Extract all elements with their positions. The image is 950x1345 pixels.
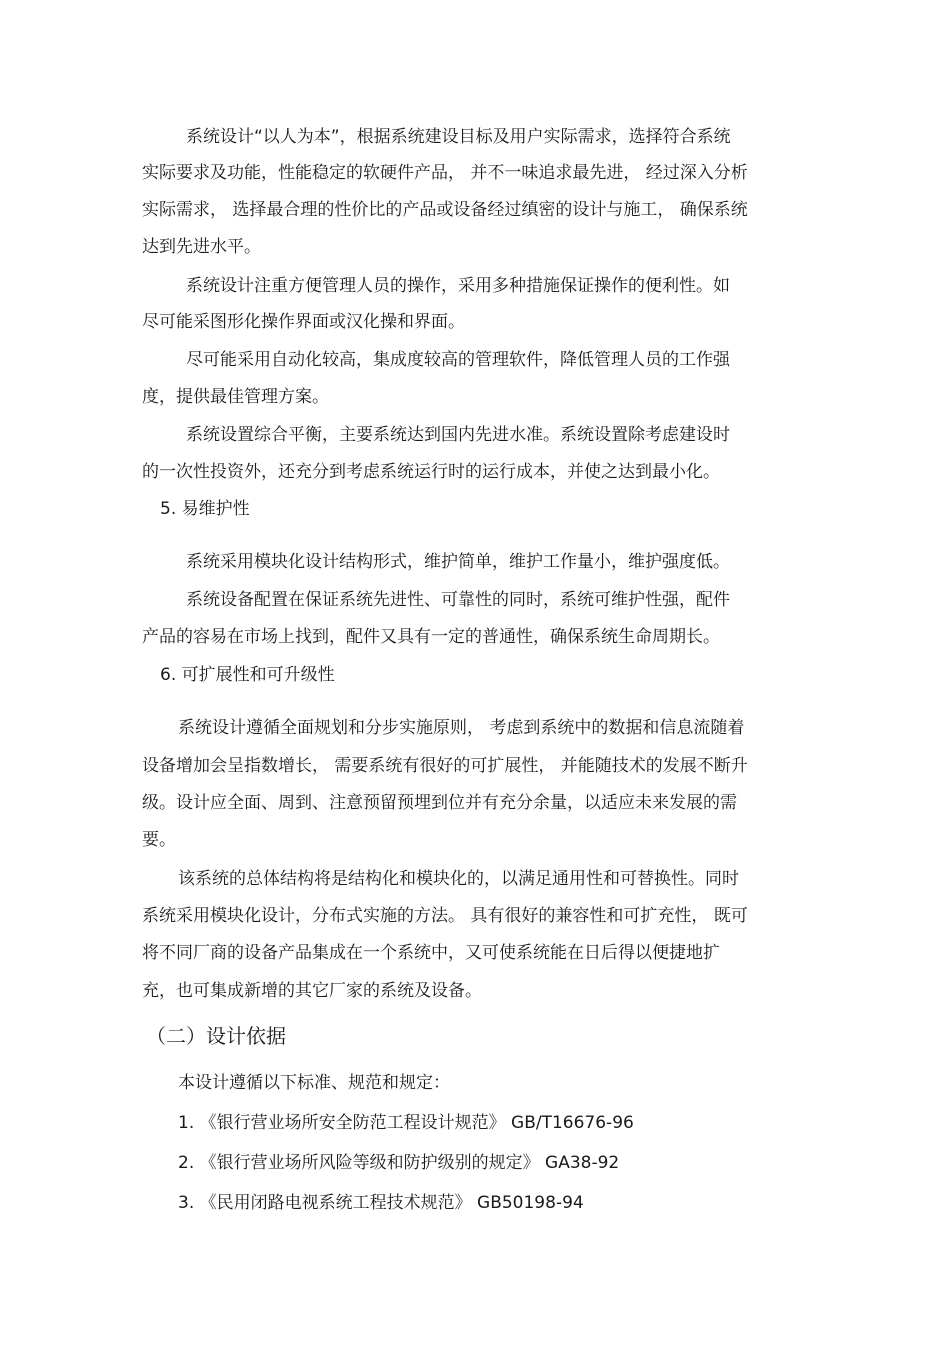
paragraph-line: 产品的容易在市场上找到，配件又具有一定的普通性，确保系统生命周期长。	[142, 627, 720, 647]
paragraph-line: 设备增加会呈指数增长， 需要系统有很好的可扩展性， 并能随技术的发展不断升	[142, 756, 748, 776]
paragraph-line: 要。	[142, 830, 176, 850]
section-title-scalability: 6. 可扩展性和可升级性	[160, 665, 335, 685]
paragraph-line: 实际要求及功能，性能稳定的软硬件产品， 并不一味追求最先进， 经过深入分析	[142, 163, 748, 183]
paragraph-line: 该系统的总体结构将是结构化和模块化的，以满足通用性和可替换性。同时	[178, 869, 739, 889]
section-heading-design-basis: （二）设计依据	[146, 1024, 286, 1048]
paragraph-line: 实际需求， 选择最合理的性价比的产品或设备经过缜密的设计与施工， 确保系统	[142, 200, 748, 220]
paragraph-line: 达到先进水平。	[142, 237, 261, 257]
paragraph-line: 系统设计遵循全面规划和分步实施原则， 考虑到系统中的数据和信息流随着	[178, 718, 745, 738]
section-title-maintainability: 5. 易维护性	[160, 499, 250, 519]
standard-item: 3. 《民用闭路电视系统工程技术规范》 GB50198-94	[178, 1193, 584, 1213]
paragraph-line: 度，提供最佳管理方案。	[142, 387, 329, 407]
paragraph-line: 系统设计“以人为本”，根据系统建设目标及用户实际需求，选择符合系统	[186, 127, 731, 147]
design-basis-intro: 本设计遵循以下标准、规范和规定：	[178, 1073, 450, 1093]
paragraph-line: 将不同厂商的设备产品集成在一个系统中，又可使系统能在日后得以便捷地扩	[142, 943, 720, 963]
paragraph-line: 系统设计注重方便管理人员的操作，采用多种措施保证操作的便利性。如	[186, 276, 730, 296]
standard-item: 1. 《银行营业场所安全防范工程设计规范》 GB/T16676-96	[178, 1113, 634, 1133]
paragraph-line: 系统设备配置在保证系统先进性、可靠性的同时，系统可维护性强，配件	[186, 590, 730, 610]
paragraph-line: 尽可能采用自动化较高，集成度较高的管理软件，降低管理人员的工作强	[186, 350, 730, 370]
paragraph-line: 系统设置综合平衡，主要系统达到国内先进水准。系统设置除考虑建设时	[186, 425, 730, 445]
paragraph-line: 尽可能采图形化操作界面或汉化操和界面。	[142, 312, 465, 332]
paragraph-line: 充，也可集成新增的其它厂家的系统及设备。	[142, 981, 482, 1001]
paragraph-line: 系统采用模块化设计，分布式实施的方法。 具有很好的兼容性和可扩充性， 既可	[142, 906, 748, 926]
paragraph-line: 的一次性投资外，还充分到考虑系统运行时的运行成本，并使之达到最小化。	[142, 462, 720, 482]
standard-item: 2. 《银行营业场所风险等级和防护级别的规定》 GA38-92	[178, 1153, 620, 1173]
paragraph-line: 系统采用模块化设计结构形式，维护简单，维护工作量小，维护强度低。	[186, 552, 730, 572]
paragraph-line: 级。设计应全面、周到、注意预留预埋到位并有充分余量，以适应未来发展的需	[142, 793, 737, 813]
